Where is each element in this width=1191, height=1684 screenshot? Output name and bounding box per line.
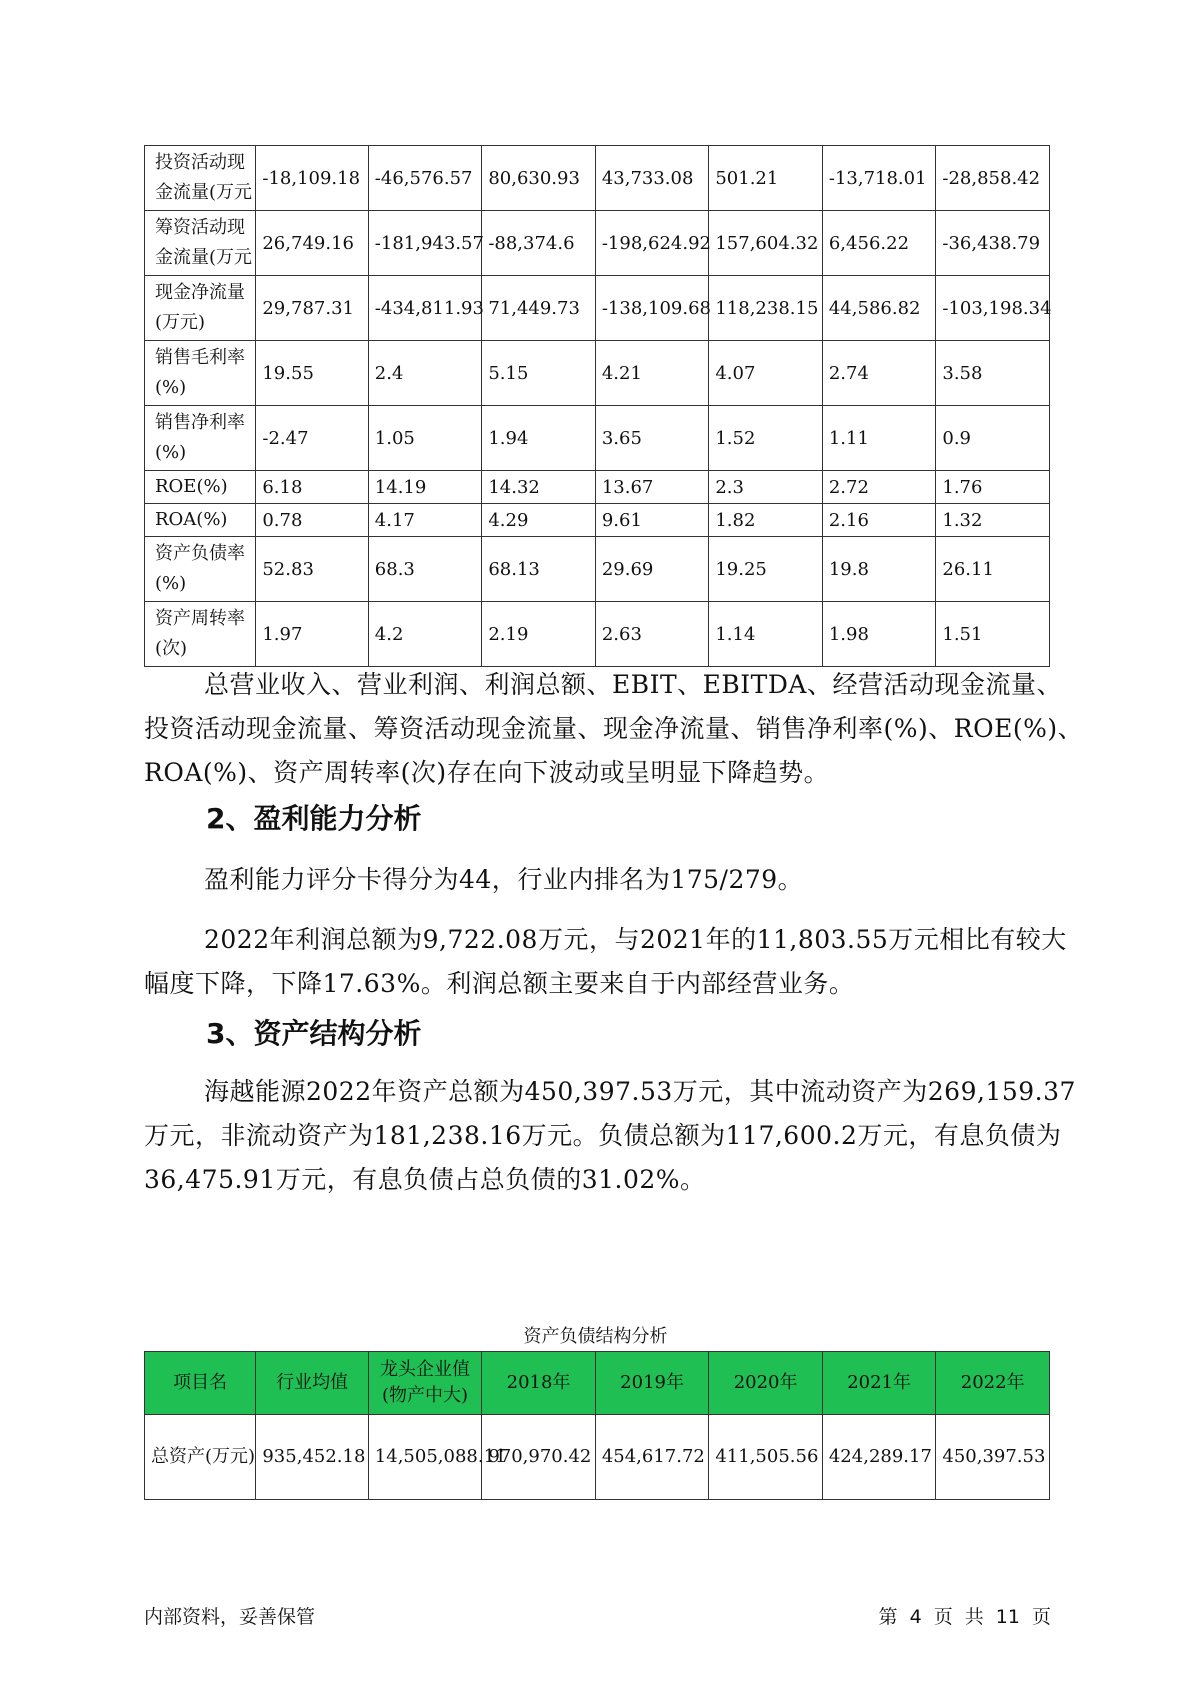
table-cell: -198,624.92 <box>595 211 709 276</box>
column-header: 2020年 <box>709 1352 823 1415</box>
row-label: 销售净利率(%) <box>145 406 256 471</box>
row-label: 投资活动现金流量(万元 <box>145 146 256 211</box>
row-label: 筹资活动现金流量(万元 <box>145 211 256 276</box>
table-cell: 1.82 <box>709 504 823 537</box>
table-cell: 14.32 <box>482 471 596 504</box>
column-header: 2018年 <box>482 1352 596 1415</box>
table-cell: 0.78 <box>256 504 368 537</box>
table-row <box>145 146 1050 211</box>
row-label: 现金净流量(万元) <box>145 276 256 341</box>
table-cell: -46,576.57 <box>368 146 482 211</box>
table-cell: 26.11 <box>936 537 1050 602</box>
table-cell: -13,718.01 <box>822 146 936 211</box>
table-cell: 14,505,088.11 <box>368 1415 482 1500</box>
table-row <box>145 504 1050 537</box>
table-cell: 19.8 <box>822 537 936 602</box>
table-cell: 1.52 <box>709 406 823 471</box>
table-cell: -28,858.42 <box>936 146 1050 211</box>
table-cell: 19.55 <box>256 341 368 406</box>
table-cell: -434,811.93 <box>368 276 482 341</box>
table-cell: 1.32 <box>936 504 1050 537</box>
table-cell: 970,970.42 <box>482 1415 596 1500</box>
table-cell: 4.29 <box>482 504 596 537</box>
row-label: ROE(%) <box>145 471 256 504</box>
table-cell: 68.3 <box>368 537 482 602</box>
table-cell: 4.2 <box>368 602 482 667</box>
profitability-score-paragraph: 盈利能力评分卡得分为44，行业内排名为175/279。 <box>204 865 804 894</box>
table-caption: 资产负债结构分析 <box>523 1326 668 1347</box>
column-header: 2022年 <box>936 1352 1050 1415</box>
asset-liability-structure-table <box>144 1351 1050 1500</box>
row-label: 资产周转率(次) <box>145 602 256 667</box>
financial-metrics-table <box>144 145 1050 667</box>
table-cell: 1.97 <box>256 602 368 667</box>
table-row <box>145 602 1050 667</box>
row-label: ROA(%) <box>145 504 256 537</box>
row-label: 总资产(万元) <box>145 1415 256 1500</box>
table-cell: 2.74 <box>822 341 936 406</box>
table-cell: 501.21 <box>709 146 823 211</box>
table-row <box>145 211 1050 276</box>
table-cell: 1.11 <box>822 406 936 471</box>
column-header: 2021年 <box>822 1352 936 1415</box>
table-cell: 2.72 <box>822 471 936 504</box>
table-cell: 3.65 <box>595 406 709 471</box>
table-cell: -138,109.68 <box>595 276 709 341</box>
table-row <box>145 471 1050 504</box>
table-cell: 14.19 <box>368 471 482 504</box>
table-cell: 1.98 <box>822 602 936 667</box>
footer-confidential-note: 内部资料，妥善保管 <box>144 1606 316 1628</box>
table-cell: 935,452.18 <box>256 1415 368 1500</box>
section-2-heading: 2、盈利能力分析 <box>206 802 422 835</box>
column-header: 2019年 <box>595 1352 709 1415</box>
table-cell: 9.61 <box>595 504 709 537</box>
table-cell: 19.25 <box>709 537 823 602</box>
table-cell: 6,456.22 <box>822 211 936 276</box>
table-row <box>145 406 1050 471</box>
table-cell: 157,604.32 <box>709 211 823 276</box>
table-cell: 1.76 <box>936 471 1050 504</box>
table-cell: 1.94 <box>482 406 596 471</box>
table-cell: 0.9 <box>936 406 1050 471</box>
trend-summary-paragraph: 总营业收入、营业利润、利润总额、EBIT、EBITDA、经营活动现金流量、投资活动现金流量、筹资活动现金流量、现金净流量、销售净利率(%)、ROE(%)、ROA(%)、资产周转率(次)存在向下波动或呈明显下降趋势。 <box>144 670 1084 787</box>
table-row <box>145 341 1050 406</box>
table-cell: -18,109.18 <box>256 146 368 211</box>
table-cell: -181,943.57 <box>368 211 482 276</box>
table-cell: 6.18 <box>256 471 368 504</box>
table-row <box>145 1415 1050 1500</box>
table-row <box>145 537 1050 602</box>
table-cell: 2.4 <box>368 341 482 406</box>
profit-total-paragraph: 2022年利润总额为9,722.08万元，与2021年的11,803.55万元相比有较大幅度下降，下降17.63%。利润总额主要来自于内部经营业务。 <box>144 925 1067 998</box>
table-cell: 2.63 <box>595 602 709 667</box>
table-cell: 52.83 <box>256 537 368 602</box>
table-cell: 118,238.15 <box>709 276 823 341</box>
table-cell: 80,630.93 <box>482 146 596 211</box>
section-3-heading: 3、资产结构分析 <box>206 1017 422 1050</box>
table-cell: -88,374.6 <box>482 211 596 276</box>
row-label: 销售毛利率(%) <box>145 341 256 406</box>
column-header: 项目名 <box>145 1352 256 1415</box>
table-cell: 411,505.56 <box>709 1415 823 1500</box>
table-cell: 68.13 <box>482 537 596 602</box>
footer-page-number: 第 4 页 共 11 页 <box>878 1606 1051 1628</box>
table-cell: 1.14 <box>709 602 823 667</box>
table-cell: 1.51 <box>936 602 1050 667</box>
table-cell: 43,733.08 <box>595 146 709 211</box>
table-cell: 44,586.82 <box>822 276 936 341</box>
table-cell: 29.69 <box>595 537 709 602</box>
table-cell: 3.58 <box>936 341 1050 406</box>
table-cell: 5.15 <box>482 341 596 406</box>
asset-structure-paragraph: 海越能源2022年资产总额为450,397.53万元，其中流动资产为269,159.37万元，非流动资产为181,238.16万元。负债总额为117,600.2万元，有息负债为36,475.91万元，有息负债占总负债的31.02%。 <box>144 1077 1076 1194</box>
table-cell: 424,289.17 <box>822 1415 936 1500</box>
table-cell: 4.17 <box>368 504 482 537</box>
table-cell: 71,449.73 <box>482 276 596 341</box>
table-cell: -36,438.79 <box>936 211 1050 276</box>
table-cell: 1.05 <box>368 406 482 471</box>
column-header: 龙头企业值(物产中大) <box>368 1352 482 1415</box>
table-cell: 29,787.31 <box>256 276 368 341</box>
table-cell: 2.16 <box>822 504 936 537</box>
table-cell: -2.47 <box>256 406 368 471</box>
table-row <box>145 276 1050 341</box>
column-header: 行业均值 <box>256 1352 368 1415</box>
table-cell: 450,397.53 <box>936 1415 1050 1500</box>
table-cell: 4.21 <box>595 341 709 406</box>
table-cell: 4.07 <box>709 341 823 406</box>
row-label: 资产负债率(%) <box>145 537 256 602</box>
table-cell: 2.3 <box>709 471 823 504</box>
table-cell: -103,198.34 <box>936 276 1050 341</box>
table-cell: 454,617.72 <box>595 1415 709 1500</box>
table-cell: 2.19 <box>482 602 596 667</box>
table-cell: 13.67 <box>595 471 709 504</box>
table-cell: 26,749.16 <box>256 211 368 276</box>
